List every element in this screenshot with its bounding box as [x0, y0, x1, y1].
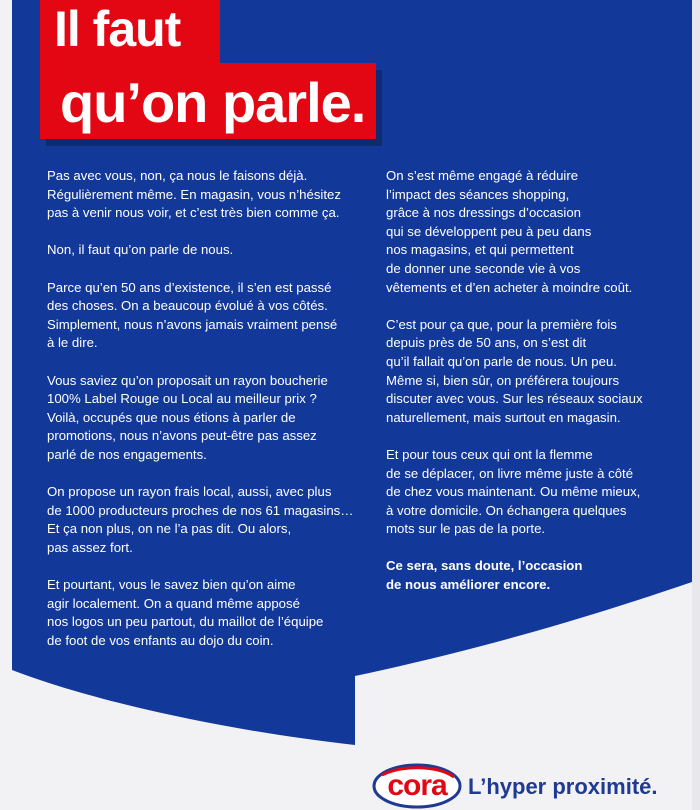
paragraph: Parce qu’en 50 ans d’existence, il s’en est passé des choses. On a beaucoup évolué à vos côtés. Simplement, nous n’avons jamais vraiment pensé à le dire.: [47, 279, 338, 351]
closing-statement: Ce sera, sans doute, l’occasion de nous améliorer encore.: [386, 558, 583, 593]
paragraph: Pas avec vous, non, ça nous le faisons déjà. Régulièrement même. En magasin, vous n’hésitez pas à venir nous voir, et c’est très bien comme ça.: [47, 168, 341, 221]
paragraph: Et pourtant, vous le savez bien qu’on aime agir localement. On a quand même apposé nos logos un peu partout, du maillot de l’équipe de foot de vos enfants au dojo du coin.: [47, 577, 324, 648]
right-text-column: [386, 167, 686, 613]
paragraph: C’est pour ça que, pour la première fois depuis près de 50 ans, on s’est dit qu’il fallait qu’on parle de nous. Un peu. Même si, bien sûr, on préférera toujours discuter avec vous. Sur les réseaux sociaux naturellement, mais surtout en magasin.: [386, 316, 643, 425]
headline-line-2: qu’on parle.: [40, 63, 376, 139]
brand-logo-text: cora: [387, 769, 447, 802]
paragraph: On propose un rayon frais local, aussi, avec plus de 1000 producteurs proches de nos 61 magasins… Et ça non plus, on ne l’a pas dit. Ou alors, pas assez fort.: [47, 484, 354, 555]
brand-tagline: L’hyper proximité.: [468, 774, 658, 799]
paragraph: On s’est même engagé à réduire l’impact des séances shopping, grâce à nos dressings d’occasion qui se développent peu à peu dans nos magasins, et qui permettent de donner une seconde vie à vos vêtements et d’en acheter à moindre coût.: [386, 168, 633, 295]
paragraph: Vous saviez qu’on proposait un rayon boucherie 100% Label Rouge ou Local au meilleur prix ? Voilà, occupés que nous étions à parler de promotions, nous n’avons peut-être pas assez parlé de nos engagements.: [47, 372, 328, 462]
headline-line-1: Il faut: [40, 0, 220, 63]
paragraph: Non, il faut qu’on parle de nous.: [47, 242, 234, 258]
left-text-column: [47, 167, 367, 669]
paragraph: Et pour tous ceux qui ont la flemme de se déplacer, on livre même juste à côté de chez vous maintenant. Ou même mieux, à votre domicile. On échangera quelques mots sur le pas de la porte.: [386, 446, 641, 537]
